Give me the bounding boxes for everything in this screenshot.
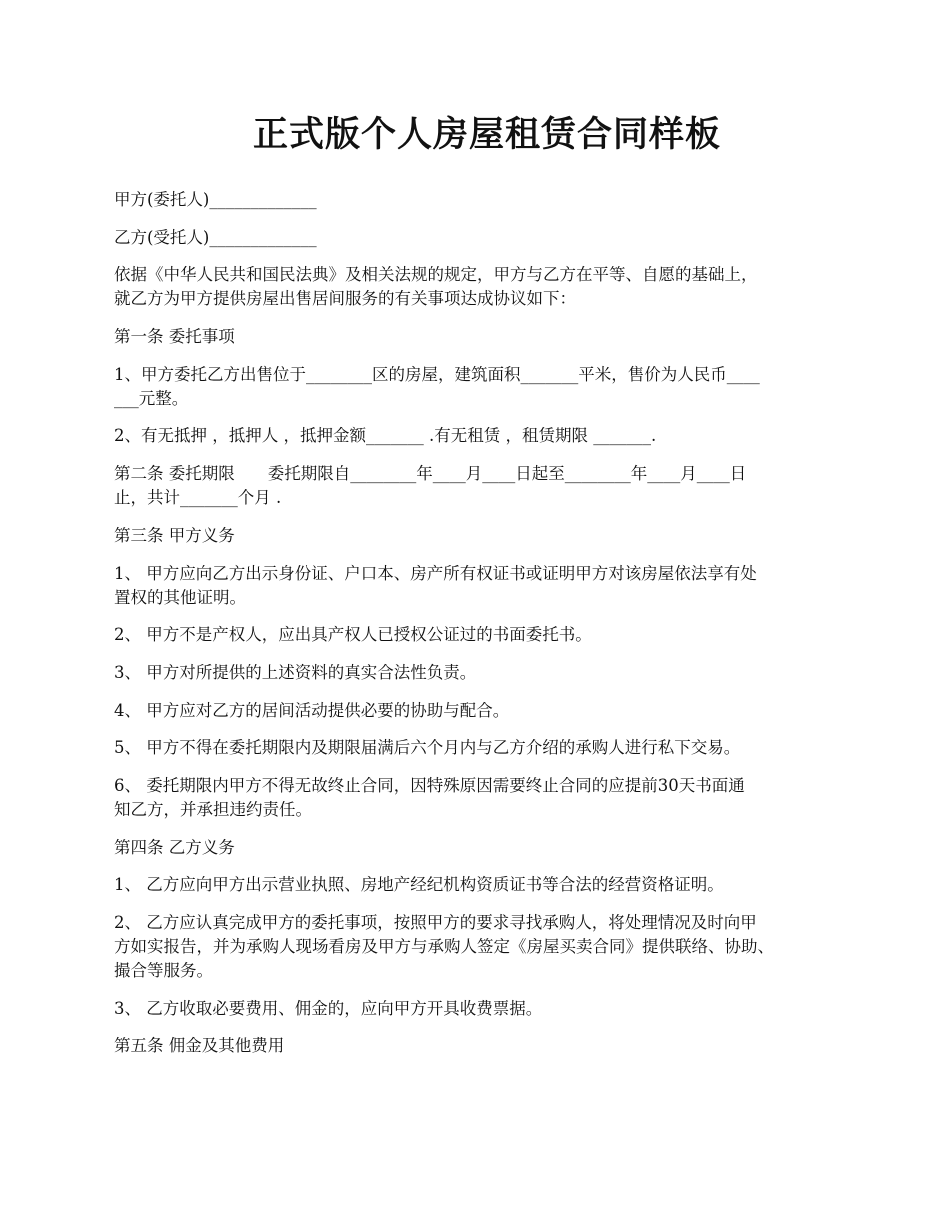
article-5-heading: 第五条 佣金及其他费用 <box>114 1036 285 1056</box>
article-1-clause-2: 2、有无抵押 ，抵押人 ，抵押金额_______ .有无租赁 ，租赁期限 _______. <box>114 426 657 446</box>
article-1-heading: 第一条 委托事项 <box>114 327 235 347</box>
article-4-heading: 第四条 乙方义务 <box>114 837 235 857</box>
article-3-clause-5: 5、 甲方不得在委托期限内及期限届满后六个月内与乙方介绍的承购人进行私下交易。 <box>114 738 741 758</box>
article-3-clause-4: 4、 甲方应对乙方的居间活动提供必要的协助与配合。 <box>114 700 510 720</box>
article-3-clause-1: 1、 甲方应向乙方出示身份证、户口本、房产所有权证书或证明甲方对该房屋依法享有处 置权的其他证明。 <box>114 563 757 607</box>
article-3-clause-6: 6、 委托期限内甲方不得无故终止合同，因特殊原因需要终止合同的应提前30天书面通 知乙方，并承担违约责任。 <box>114 775 745 819</box>
article-3-clause-3: 3、 甲方对所提供的上述资料的真实合法性负责。 <box>114 662 477 682</box>
article-4-clause-1: 1、 乙方应向甲方出示营业执照、房地产经纪机构资质证书等合法的经营资格证明。 <box>114 875 724 895</box>
party-a-line: 甲方(委托人)_____________ <box>114 190 317 209</box>
article-3-clause-2: 2、 甲方不是产权人，应出具产权人已授权公证过的书面委托书。 <box>114 625 592 645</box>
article-1-clause-1: 1、甲方委托乙方出售位于________区的房屋，建筑面积_______平米，售价为人民币____ ___元整。 <box>114 364 760 408</box>
article-3-heading: 第三条 甲方义务 <box>114 525 235 545</box>
preamble: 依据《中华人民共和国民法典》及相关法规的规定，甲方与乙方在平等、自愿的基础上， 就乙方为甲方提供房屋出售居间服务的有关事项达成协议如下： <box>114 265 758 309</box>
article-2-term: 第二条 委托期限 委托期限自________年____月____日起至________年____月____日 止，共计_______个月 . <box>114 464 747 508</box>
party-b-line: 乙方(受托人)_____________ <box>114 227 317 247</box>
article-4-clause-3: 3、 乙方收取必要费用、佣金的，应向甲方开具收费票据。 <box>114 998 543 1018</box>
article-4-clause-2: 2、 乙方应认真完成甲方的委托事项，按照甲方的要求寻找承购人，将处理情况及时向甲 方如实报告，并为承购人现场看房及甲方与承购人签定《房屋买卖合同》提供联络、协助、 撮合等服务。 <box>114 913 774 980</box>
document-title: 正式版个人房屋租赁合同样板 <box>252 114 721 155</box>
